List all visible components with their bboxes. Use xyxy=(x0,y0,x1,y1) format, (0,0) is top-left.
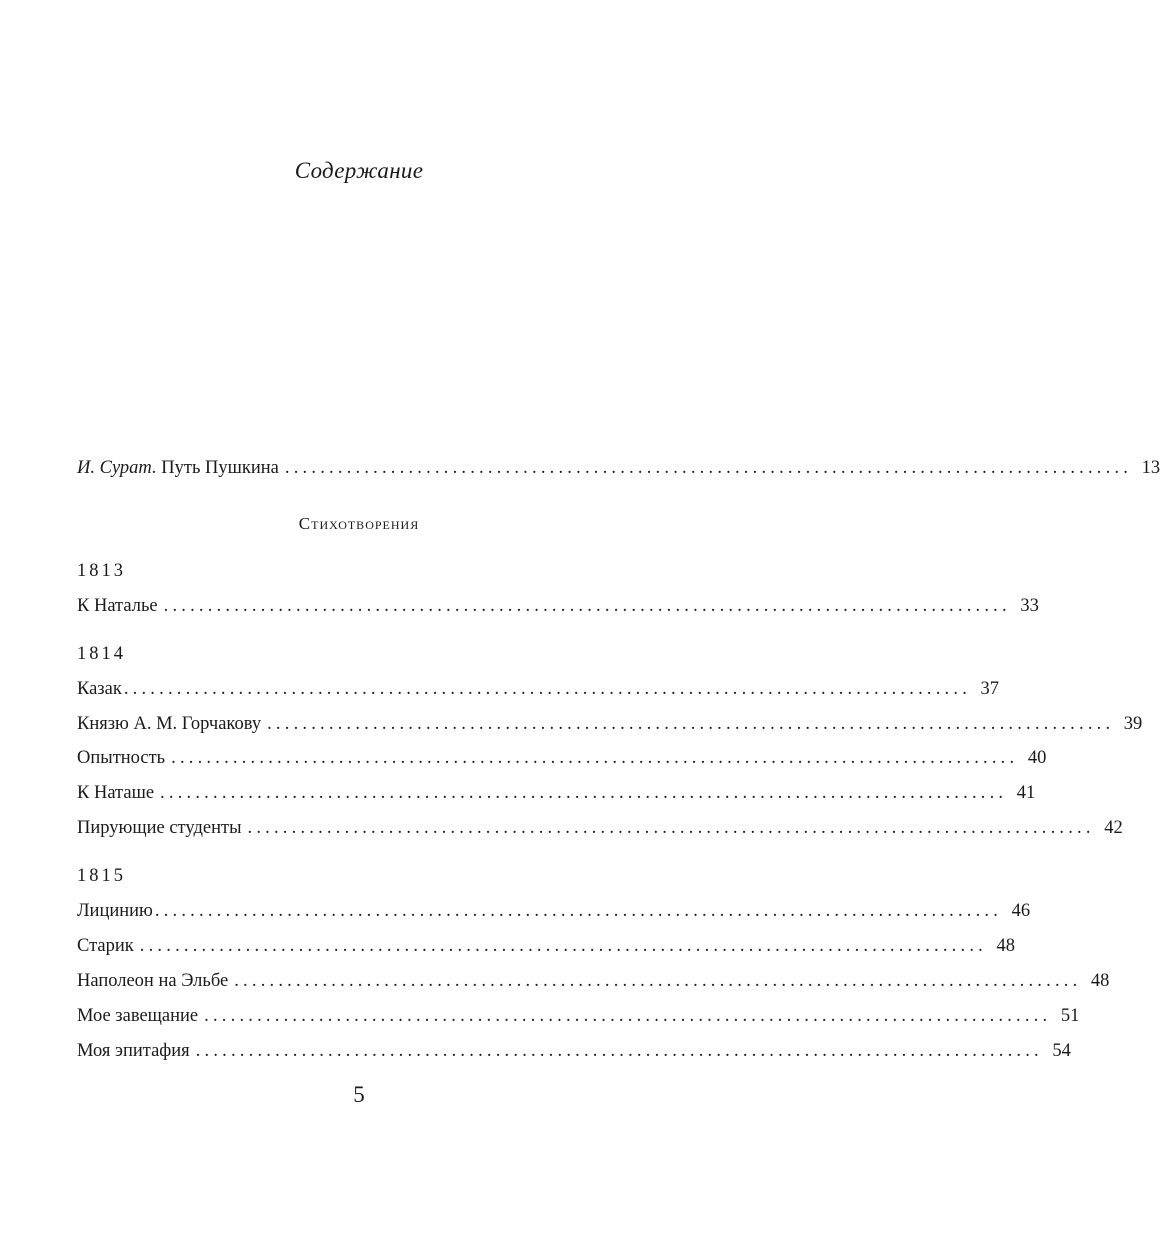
toc-entry[interactable] xyxy=(77,677,1000,701)
entry-page: 42 xyxy=(1104,818,1123,838)
entry-page: 41 xyxy=(1016,783,1036,803)
entry-title: К Наталье xyxy=(77,596,158,616)
toc-entry[interactable] xyxy=(77,746,1047,770)
entry-page: 46 xyxy=(1011,901,1031,921)
entry-title: Наполеон на Эльбе xyxy=(77,971,229,991)
dot-leader: ................................................................................................ xyxy=(204,1006,1052,1026)
toc-entry[interactable] xyxy=(77,899,1031,923)
year-heading: 1815 xyxy=(77,866,126,886)
entry-title: Пирующие студенты xyxy=(77,818,242,838)
entry-title: Лицинию xyxy=(77,901,153,921)
entry-page: 13 xyxy=(1141,458,1160,478)
dot-leader: ................................................................................................ xyxy=(267,714,1115,734)
toc-entry[interactable] xyxy=(77,1004,1080,1028)
page-title: Содержание xyxy=(294,158,424,183)
toc-entry[interactable] xyxy=(77,816,1123,840)
year-heading: 1814 xyxy=(77,644,126,664)
entry-title: К Наташе xyxy=(77,783,155,803)
dot-leader: ................................................................................................ xyxy=(154,901,1003,921)
entry-title: Моя эпитафия xyxy=(77,1041,190,1061)
year-heading: 1813 xyxy=(77,561,126,581)
entry-page: 48 xyxy=(1090,971,1110,991)
dot-leader: ................................................................................................ xyxy=(160,783,1008,803)
toc-entry[interactable] xyxy=(77,934,1015,958)
entry-title: Путь Пушкина xyxy=(161,458,279,478)
dot-leader: ................................................................................................ xyxy=(234,971,1082,991)
dot-leader: ................................................................................................ xyxy=(123,679,972,699)
entry-title: Князю А. М. Горчакову xyxy=(77,714,262,734)
dot-leader: ................................................................................................ xyxy=(139,936,987,956)
entry-title: Старик xyxy=(77,936,134,956)
entry-title: Казак xyxy=(77,679,122,699)
entry-page: 37 xyxy=(980,679,1000,699)
entry-page: 48 xyxy=(996,936,1015,956)
entry-page: 39 xyxy=(1123,714,1143,734)
section-heading: Стихотворения xyxy=(298,514,420,533)
entry-author: И. Сурат. xyxy=(77,458,157,478)
entry-title: Опытность xyxy=(77,748,166,768)
dot-leader: ................................................................................................ xyxy=(284,458,1133,478)
entry-title: Мое завещание xyxy=(77,1006,199,1026)
page-number: 5 xyxy=(353,1082,365,1107)
entry-page: 40 xyxy=(1027,748,1047,768)
dot-leader: ................................................................................................ xyxy=(247,818,1095,838)
dot-leader: ................................................................................................ xyxy=(163,596,1011,616)
toc-entry[interactable] xyxy=(77,594,1039,618)
entry-page: 33 xyxy=(1020,596,1039,616)
entry-page: 54 xyxy=(1052,1041,1071,1061)
toc-entry-intro[interactable] xyxy=(77,456,1160,480)
entry-page: 51 xyxy=(1060,1006,1080,1026)
dot-leader: ................................................................................................ xyxy=(195,1041,1043,1061)
toc-entry[interactable] xyxy=(77,781,1036,805)
toc-entry[interactable] xyxy=(77,1039,1071,1063)
toc-entry[interactable] xyxy=(77,969,1110,993)
dot-leader: ................................................................................................ xyxy=(171,748,1019,768)
toc-entry[interactable] xyxy=(77,712,1143,736)
